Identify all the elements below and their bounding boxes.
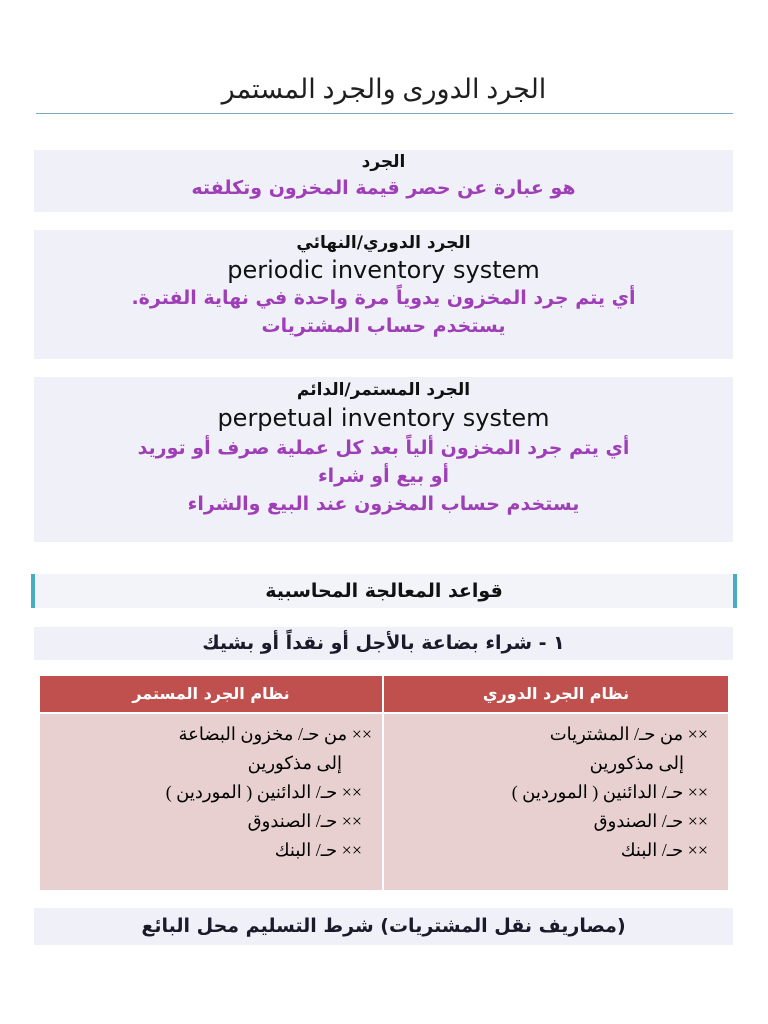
periodic-line-2: يستخدم حساب المشتريات — [261, 315, 506, 337]
definition-text: هو عبارة عن حصر قيمة المخزون وتكلفته — [191, 177, 576, 199]
perpetual-column-header: نظام الجرد المستمر — [40, 676, 382, 712]
step-1-heading: ١ - شراء بضاعة بالأجل أو نقداً أو بشيك — [34, 627, 733, 660]
perpetual-heading: الجرد المستمر/الدائم — [296, 380, 471, 400]
perpetual-box — [34, 377, 733, 542]
perpetual-line-3: يستخدم حساب المخزون عند البيع والشراء — [187, 493, 580, 515]
perpetual-entry: إلى مذكورين — [247, 753, 342, 773]
periodic-entry: ×× حـ/ الصندوق — [593, 811, 708, 831]
footer-note: (مصاريف نقل المشتريات) شرط التسليم محل البائع — [34, 908, 733, 945]
perpetual-line-2: أو بيع أو شراء — [317, 465, 450, 487]
periodic-column-cell — [384, 714, 728, 890]
perpetual-entry: ×× حـ/ الدائنين ( الموردين ) — [165, 782, 362, 802]
periodic-box — [34, 230, 733, 359]
periodic-line-1: أي يتم جرد المخزون يدوياً مرة واحدة في نهاية الفترة. — [131, 287, 636, 309]
definition-box — [34, 150, 733, 212]
periodic-entry: ×× حـ/ البنك — [620, 840, 708, 860]
journal-entries-table — [40, 676, 728, 890]
perpetual-english-term: perpetual inventory system — [217, 404, 550, 432]
perpetual-column-cell — [40, 714, 382, 890]
perpetual-entry: ×× من حـ/ مخزون البضاعة — [178, 724, 372, 744]
periodic-english-term: periodic inventory system — [227, 256, 540, 284]
periodic-heading: الجرد الدوري/النهائي — [296, 233, 471, 253]
title-divider — [36, 113, 733, 114]
perpetual-line-1: أي يتم جرد المخزون ألياً بعد كل عملية صرف أو توريد — [137, 437, 630, 459]
page-title: الجرد الدورى والجرد المستمر — [221, 74, 547, 104]
section-title: قواعد المعالجة المحاسبية — [31, 574, 737, 608]
definition-heading: الجرد — [361, 152, 406, 172]
perpetual-entry: ×× حـ/ البنك — [274, 840, 362, 860]
periodic-column-header: نظام الجرد الدوري — [384, 676, 728, 712]
periodic-entry: ×× حـ/ الدائنين ( الموردين ) — [511, 782, 708, 802]
periodic-entry: ×× من حـ/ المشتريات — [549, 724, 708, 744]
perpetual-entry: ×× حـ/ الصندوق — [247, 811, 362, 831]
periodic-entry: إلى مذكورين — [589, 753, 684, 773]
